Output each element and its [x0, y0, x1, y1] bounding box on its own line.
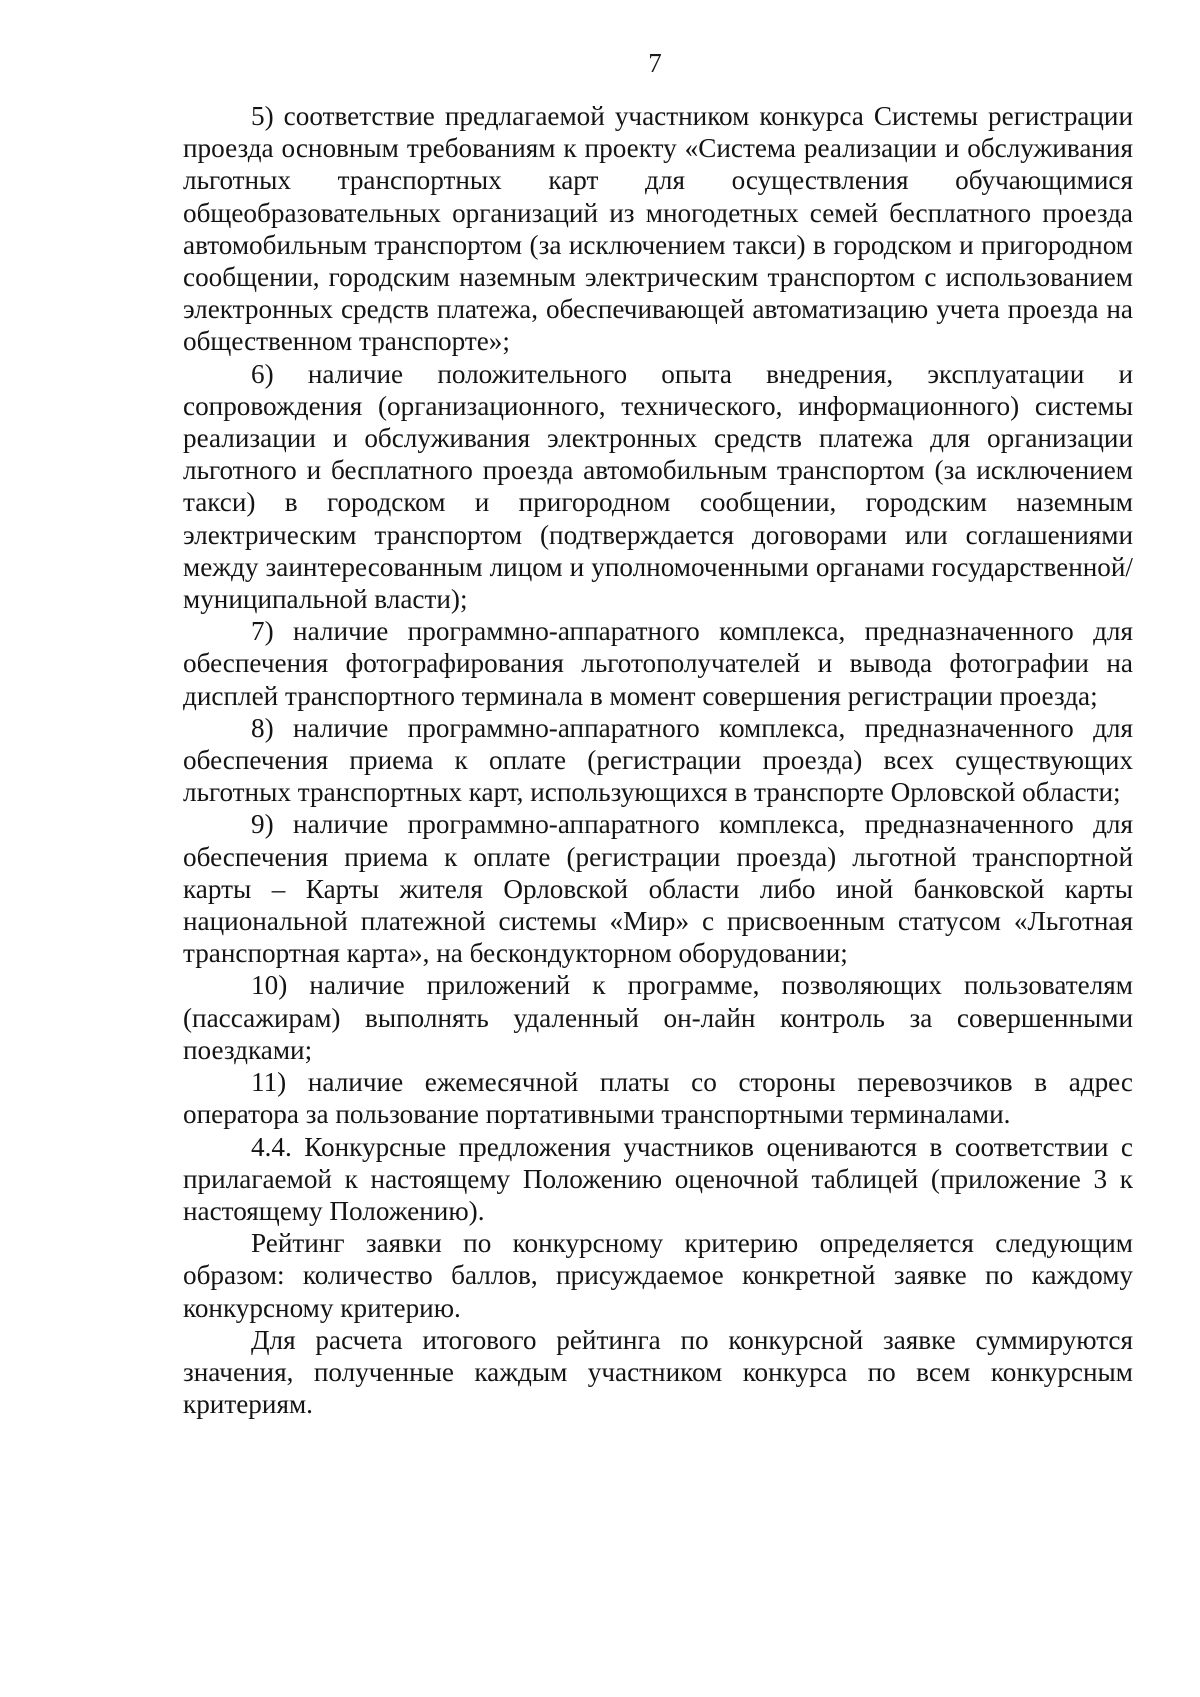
paragraph-section-4-4: 4.4. Конкурсные предложения участников оцениваются в соответствии с прилагаемой к настоящему Положению оценочной таблицей (приложение 3 к настоящему Положению). [183, 1131, 1133, 1226]
paragraph-criterion-5: 5) соответствие предлагаемой участником конкурса Системы регистрации проезда основным требованиям к проекту «Система реализации и обслуживания льготных транспортных карт для осуществления обучающимися общеобразовательных организаций из многодетных семей бесплатного проезда автомобильным транспортом (за исключением такси) в городском и пригородном сообщении, городским наземным электрическим транспортом с использованием электронных средств платежа, обеспечивающей автоматизацию учета проезда на общественном транспорте»; [183, 101, 1133, 357]
paragraph-criterion-9: 9) наличие программно-аппаратного комплекса, предназначенного для обеспечения приема к оплате (регистрации проезда) льготной транспортной карты – Карты жителя Орловской области либо иной банковской карты национальной платежной системы «Мир» с присвоенным статусом «Льготная транспортная карта», на бескондукторном оборудовании; [183, 809, 1133, 969]
document-body [183, 100, 1133, 1420]
paragraph-criterion-11: 11) наличие ежемесячной платы со стороны перевозчиков в адрес оператора за пользование портативными транспортными терминалами. [183, 1067, 1133, 1130]
paragraph-rating-definition: Рейтинг заявки по конкурсному критерию определяется следующим образом: количество баллов, присуждаемое конкретной заявке по каждому конкурсному критерию. [183, 1228, 1133, 1323]
paragraph-criterion-8: 8) наличие программно-аппаратного комплекса, предназначенного для обеспечения приема к оплате (регистрации проезда) всех существующих льготных транспортных карт, использующихся в транспорте Орловской области; [183, 712, 1133, 808]
paragraph-total-rating: Для расчета итогового рейтинга по конкурсной заявке суммируются значения, полученные каждым участником конкурса по всем конкурсным критериям. [183, 1324, 1133, 1420]
page-number: 7 [648, 48, 662, 78]
paragraph-criterion-10: 10) наличие приложений к программе, позволяющих пользователям (пассажирам) выполнять удаленный он-лайн контроль за совершенными поездками; [183, 970, 1133, 1065]
paragraph-criterion-6: 6) наличие положительного опыта внедрения, эксплуатации и сопровождения (организационного, технического, информационного) системы реализации и обслуживания электронных средств платежа для организации льготного и бесплатного проезда автомобильным транспортом (за исключением такси) в городском и пригородном сообщении, городским наземным электрическим транспортом (подтверждается договорами или соглашениями между заинтересованным лицом и уполномоченными органами государственной/муниципальной власти); [183, 358, 1133, 615]
paragraph-criterion-7: 7) наличие программно-аппаратного комплекса, предназначенного для обеспечения фотографирования льготополучателей и вывода фотографии на дисплей транспортного терминала в момент совершения регистрации проезда; [183, 616, 1133, 711]
